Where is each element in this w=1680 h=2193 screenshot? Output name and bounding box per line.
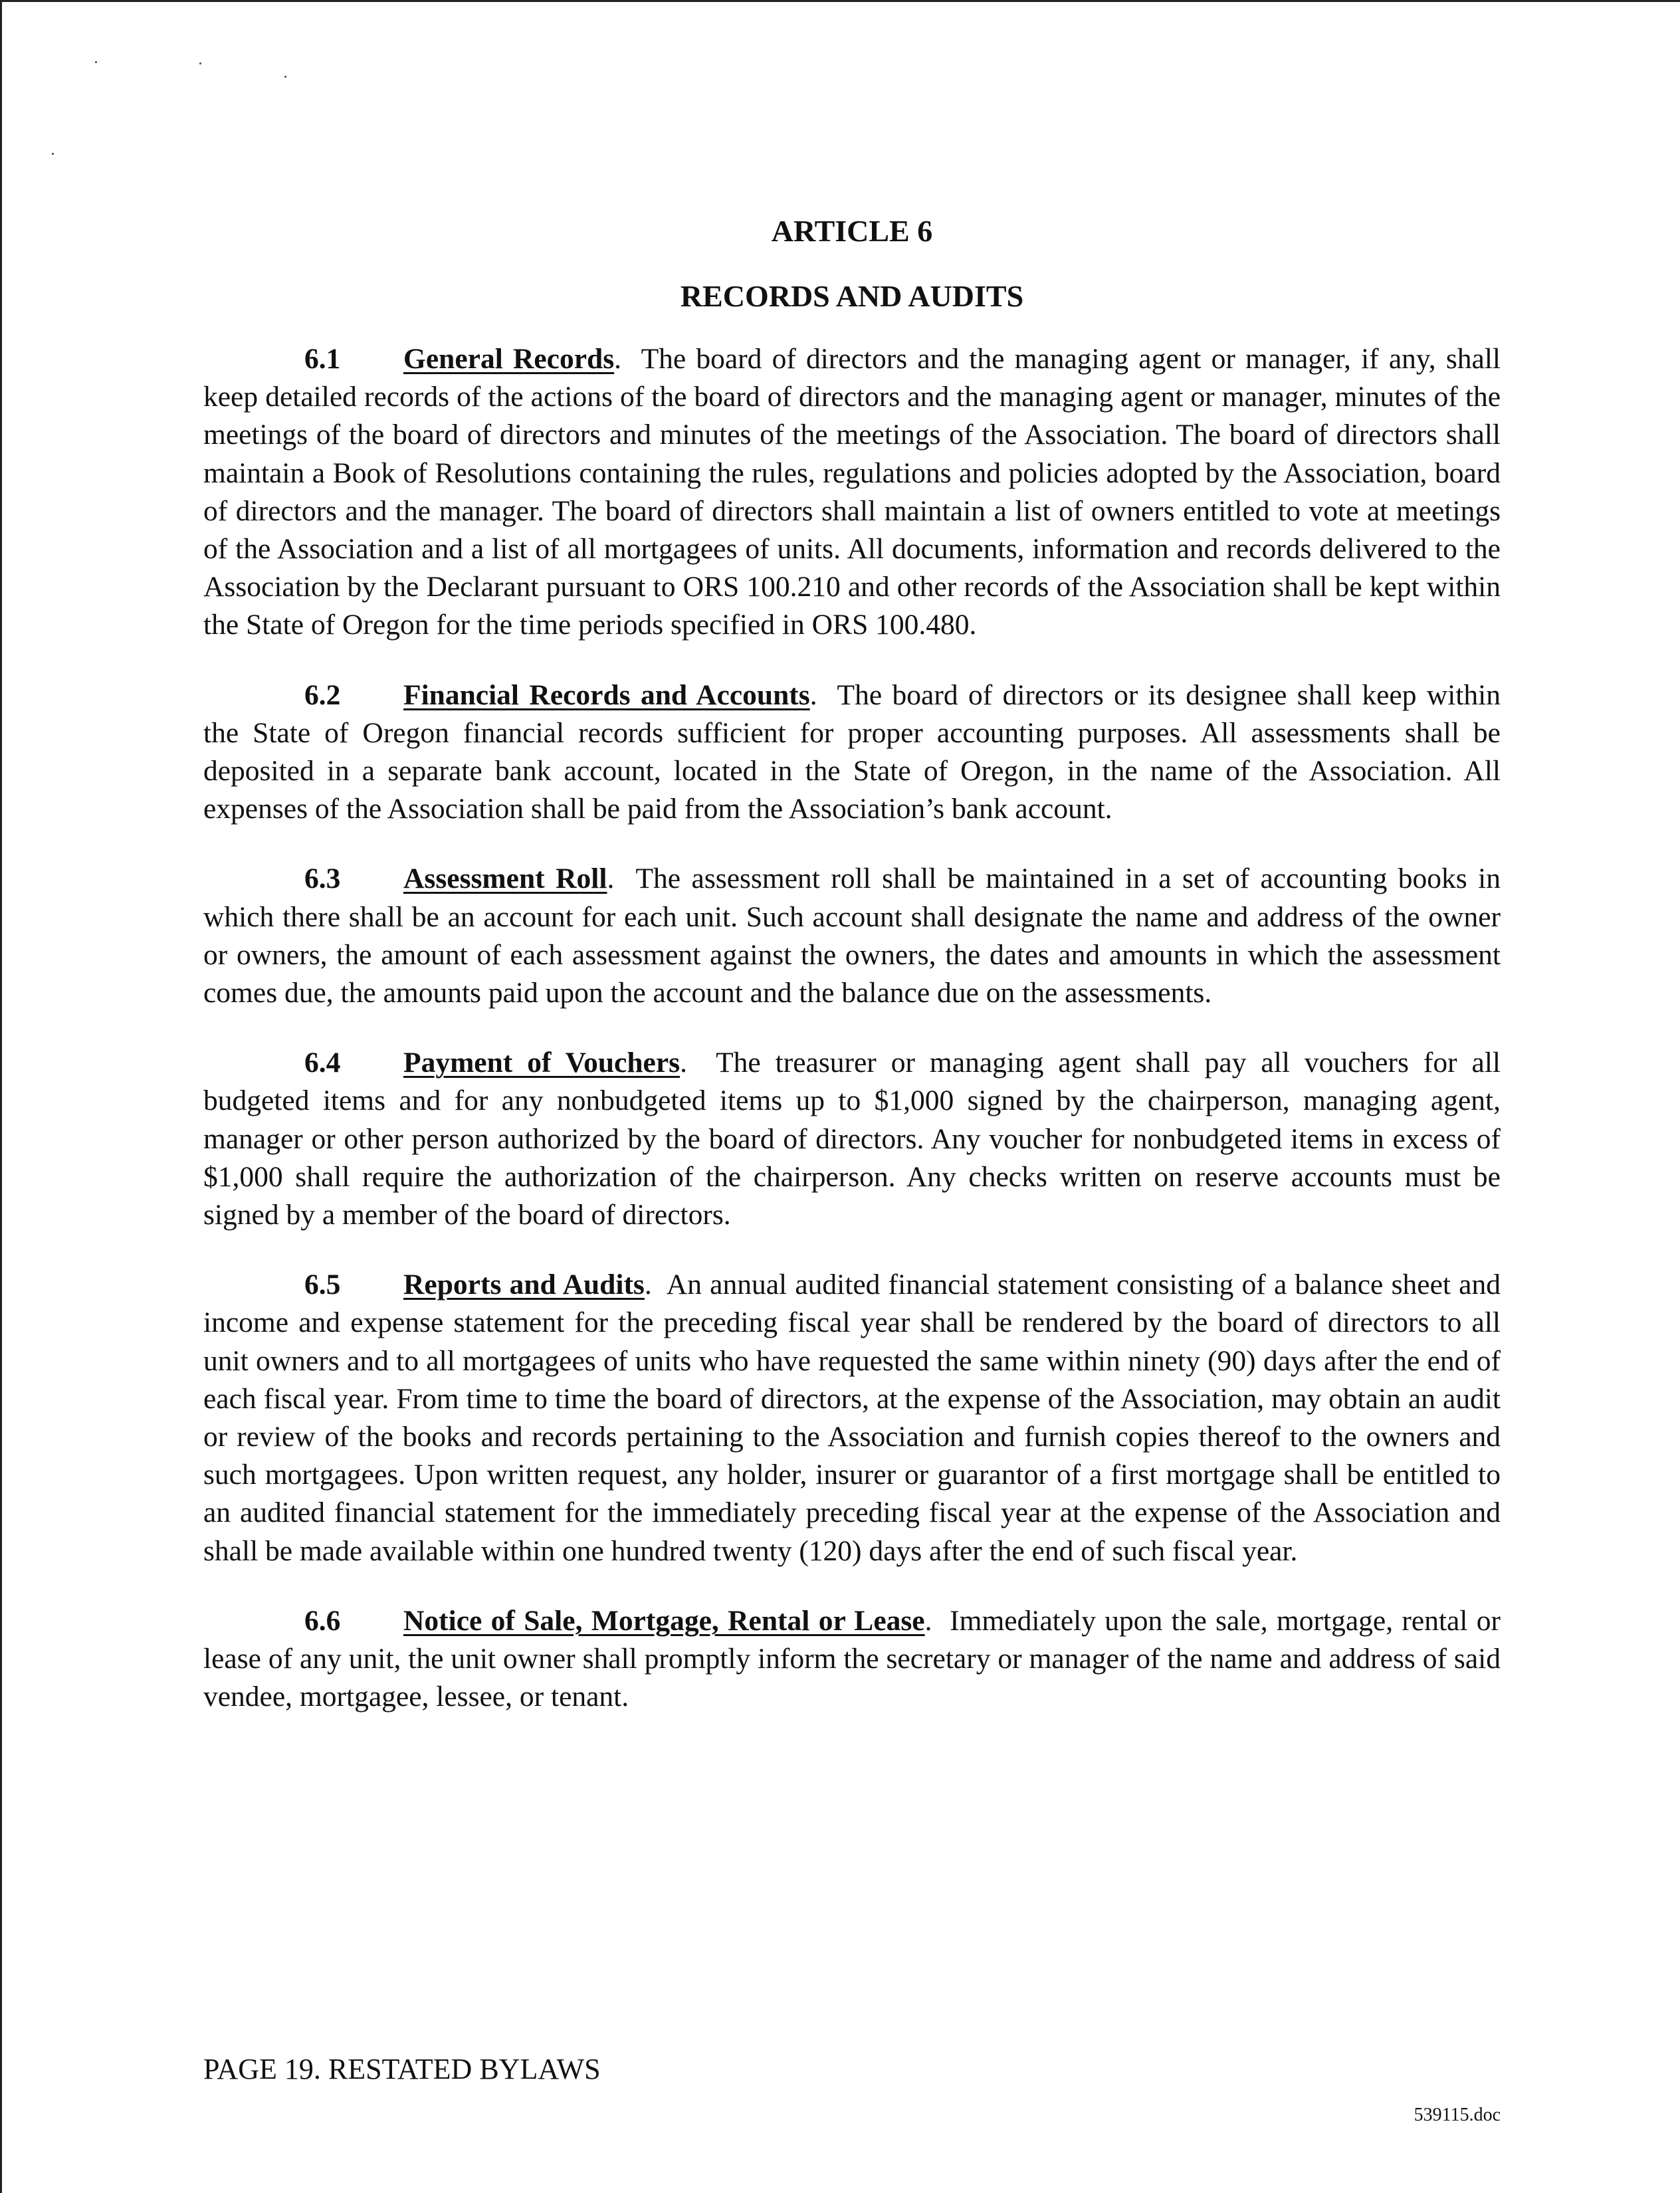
section-body: The treasurer or managing agent shall pay all vouchers for all budgeted items and for any nonbudgeted items up to $1,000 signed by the chairperson, managing agent, manager or other person authorized by the board of directors. Any voucher for nonbudgeted items in excess of $1,000 shall require the authorization of the chairperson. Any checks written on reserve accounts must be signed by a member of the board of directors. [203, 1047, 1501, 1231]
section-number: 6.2 [304, 679, 341, 711]
section-payment-of-vouchers: 6.4 Payment of Vouchers. The treasurer or managing agent shall pay all vouchers for all budgeted items and for any nonbudgeted items up to $1,000 signed by the chairperson, managing agent, manager or other person authorized by the board of directors. Any voucher for nonbudgeted items in excess of $1,000 shall require the authorization of the chairperson. Any checks written on reserve accounts must be signed by a member of the board of directors. [203, 1044, 1501, 1234]
section-number: 6.1 [304, 343, 341, 375]
scan-speck [284, 76, 286, 78]
section-title: Reports and Audits [403, 1269, 645, 1301]
section-body: An annual audited financial statement consisting of a balance sheet and income and expense statement for the preceding fiscal year shall be rendered by the board of directors to all unit owners and to all mortgagees of units who have requested the same within ninety (90) days after the end of each fiscal year. From time to time the board of directors, at the expense of the Association, may obtain an audit or review of the books and records pertaining to the Association and furnish copies thereof to the owners and such mortgagees. Upon written request, any holder, insurer or guarantor of a first mortgage shall be entitled to an audited financial statement for the immediately preceding fiscal year at the expense of the Association and shall be made available within one hundred twenty (120) days after the end of such fiscal year. [203, 1269, 1501, 1567]
section-body: Immediately upon the sale, mortgage, rental or lease of any unit, the unit owner shall promptly inform the secretary or manager of the name and address of said vendee, mortgagee, lessee, or tenant. [203, 1604, 1501, 1713]
section-title: Notice of Sale, Mortgage, Rental or Lease [403, 1604, 925, 1637]
section-number: 6.6 [304, 1604, 341, 1637]
section-title: General Records [403, 343, 615, 375]
section-reports-and-audits: 6.5 Reports and Audits. An annual audited financial statement consisting of a balance sheet and income and expense statement for the preceding fiscal year shall be rendered by the board of directors to all unit owners and to all mortgagees of units who have requested the same within ninety (90) days after the end of each fiscal year. From time to time the board of directors, at the expense of the Association, may obtain an audit or review of the books and records pertaining to the Association and furnish copies thereof to the owners and such mortgagees. Upon written request, any holder, insurer or guarantor of a first mortgage shall be entitled to an audited financial statement for the immediately preceding fiscal year at the expense of the Association and shall be made available within one hundred twenty (120) days after the end of such fiscal year. [203, 1266, 1501, 1570]
section-assessment-roll: 6.3 Assessment Roll. The assessment roll shall be maintained in a set of accounting books in which there shall be an account for each unit. Such account shall designate the name and address of the owner or owners, the amount of each assessment against the owners, the dates and amounts in which the assessment comes due, the amounts paid upon the account and the balance due on the assessments. [203, 860, 1501, 1012]
section-body: The board of directors and the managing agent or manager, if any, shall keep detailed records of the actions of the board of directors and the managing agent or manager, minutes of the meetings of the board of directors and minutes of the meetings of the Association. The board of directors shall maintain a Book of Resolutions containing the rules, regulations and policies adopted by the Association, board of directors and the manager. The board of directors shall maintain a list of owners entitled to vote at meetings of the Association and a list of all mortgagees of units. All documents, information and records delivered to the Association by the Declarant pursuant to ORS 100.210 and other records of the Association shall be kept within the State of Oregon for the time periods specified in ORS 100.480. [203, 343, 1501, 641]
document-id: 539115.doc [1414, 2105, 1501, 2125]
scan-border-left [0, 0, 2, 2193]
section-body: The assessment roll shall be maintained in a set of accounting books in which there shall be an account for each unit. Such account shall designate the name and address of the owner or owners, the amount of each assessment against the owners, the dates and amounts in which the assessment comes due, the amounts paid upon the account and the balance due on the assessments. [203, 863, 1501, 1009]
section-number: 6.3 [304, 863, 341, 895]
section-number: 6.5 [304, 1269, 341, 1301]
article-title: RECORDS AND AUDITS [680, 279, 1024, 313]
section-title: Financial Records and Accounts [403, 679, 810, 711]
scan-border-top [0, 0, 1680, 2]
section-notice-of-sale: 6.6 Notice of Sale, Mortgage, Rental or Lease. Immediately upon the sale, mortgage, rental or lease of any unit, the unit owner shall promptly inform the secretary or manager of the name and address of said vendee, mortgagee, lessee, or tenant. [203, 1602, 1501, 1717]
scan-speck [199, 62, 201, 64]
section-body: The board of directors or its designee shall keep within the State of Oregon financial records sufficient for proper accounting purposes. All assessments shall be deposited in a separate bank account, located in the State of Oregon, in the name of the Association. All expenses of the Association shall be paid from the Association’s bank account. [203, 679, 1501, 825]
article-heading: ARTICLE 6 [771, 214, 933, 248]
section-title: Assessment Roll [403, 863, 607, 895]
document-page [203, 213, 1501, 1748]
scan-speck [95, 61, 97, 63]
page-footer-label: PAGE 19. RESTATED BYLAWS [203, 2053, 601, 2085]
section-financial-records: 6.2 Financial Records and Accounts. The board of directors or its designee shall keep within the State of Oregon financial records sufficient for proper accounting purposes. All assessments shall be deposited in a separate bank account, located in the State of Oregon, in the name of the Association. All expenses of the Association shall be paid from the Association’s bank account. [203, 677, 1501, 829]
scan-speck [52, 153, 54, 155]
section-title: Payment of Vouchers [403, 1047, 681, 1079]
section-number: 6.4 [304, 1047, 341, 1079]
section-general-records: 6.1 General Records. The board of directors and the managing agent or manager, if any, shall keep detailed records of the actions of the board of directors and the managing agent or manager, minutes of the meetings of the board of directors and minutes of the meetings of the Association. The board of directors shall maintain a Book of Resolutions containing the rules, regulations and policies adopted by the Association, board of directors and the manager. The board of directors shall maintain a list of owners entitled to vote at meetings of the Association and a list of all mortgagees of units. All documents, information and records delivered to the Association by the Declarant pursuant to ORS 100.210 and other records of the Association shall be kept within the State of Oregon for the time periods specified in ORS 100.480. [203, 340, 1501, 645]
